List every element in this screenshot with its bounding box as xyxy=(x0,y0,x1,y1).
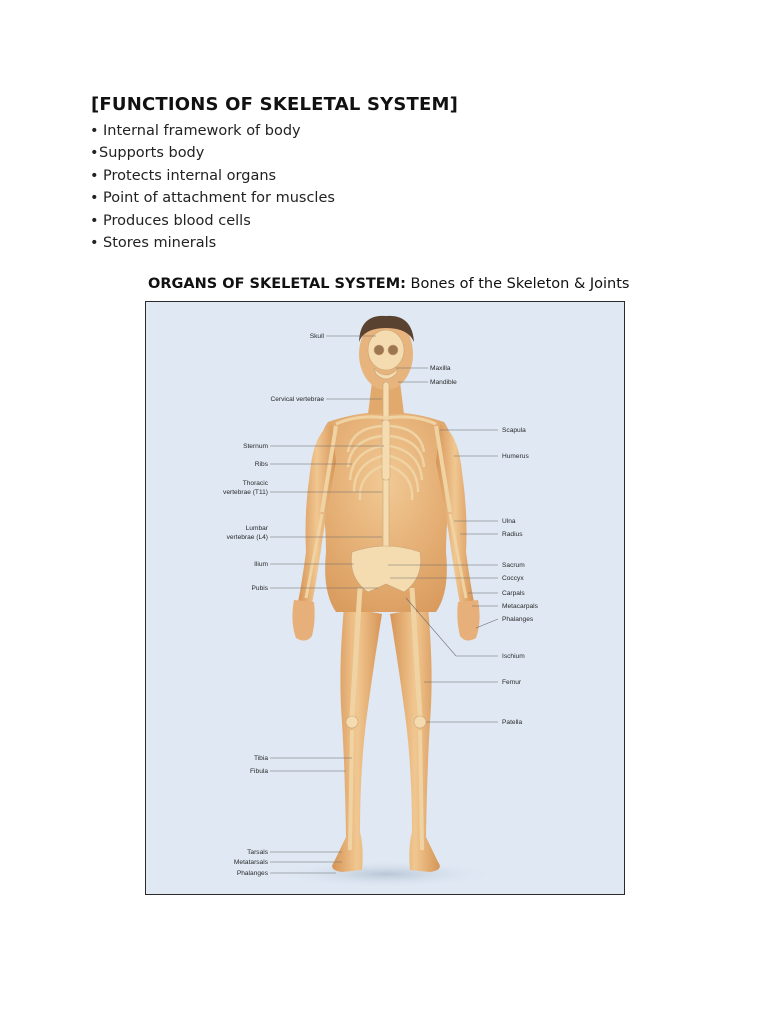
label-thoracic-line2: vertebrae (T11) xyxy=(223,489,268,496)
label-ulna: Ulna xyxy=(502,518,516,525)
label-cervical-vertebrae: Cervical vertebrae xyxy=(270,396,324,403)
list-item-text: Supports body xyxy=(99,145,205,162)
label-patella: Patella xyxy=(502,719,523,726)
label-humerus: Humerus xyxy=(502,453,529,460)
label-phalanges-hand: Phalanges xyxy=(502,616,534,623)
label-thoracic-line1: Thoracic xyxy=(242,480,268,487)
label-sacrum: Sacrum xyxy=(502,562,525,569)
label-skull: Skull xyxy=(309,333,324,340)
label-scapula: Scapula xyxy=(502,427,526,434)
bullet-icon: • xyxy=(90,145,99,162)
label-ilium: Ilium xyxy=(254,561,268,568)
list-item xyxy=(90,165,335,187)
label-mandible: Mandible xyxy=(430,379,457,386)
label-pubis: Pubis xyxy=(251,585,268,592)
list-item-text: Internal framework of body xyxy=(103,123,301,139)
label-lumbar-line2: vertebrae (L4) xyxy=(226,534,268,541)
list-item xyxy=(90,210,335,232)
list-item-text: Protects internal organs xyxy=(103,167,277,184)
label-maxilla: Maxilla xyxy=(430,365,451,372)
list-item-text: Stores minerals xyxy=(103,234,217,251)
label-coccyx: Coccyx xyxy=(502,575,524,582)
label-metacarpals: Metacarpals xyxy=(502,603,538,610)
label-sternum: Sternum xyxy=(243,443,268,450)
caption-bold: ORGANS OF SKELETAL SYSTEM: xyxy=(148,276,406,292)
labels-right xyxy=(430,365,539,726)
bullet-icon: • xyxy=(90,234,99,251)
list-item-text: Point of attachment for muscles xyxy=(103,190,335,207)
label-fibula: Fibula xyxy=(250,768,268,775)
bullet-icon: • xyxy=(90,123,99,139)
page-heading: [FUNCTIONS OF SKELETAL SYSTEM] xyxy=(91,94,459,115)
label-carpals: Carpals xyxy=(502,590,525,597)
label-femur: Femur xyxy=(502,679,522,686)
label-radius: Radius xyxy=(502,531,523,538)
list-item xyxy=(90,120,335,142)
label-tarsals: Tarsals xyxy=(247,849,268,856)
figure-caption xyxy=(148,276,629,292)
skeleton-illustration xyxy=(146,302,624,894)
label-metatarsals: Metatarsals xyxy=(233,859,268,866)
list-item xyxy=(90,232,335,254)
label-phalanges-foot: Phalanges xyxy=(236,870,268,877)
skeleton-figure xyxy=(145,301,625,895)
bullet-icon: • xyxy=(90,212,99,229)
list-item xyxy=(90,187,335,209)
label-ribs: Ribs xyxy=(254,461,268,468)
bullet-icon: • xyxy=(90,167,99,184)
functions-list xyxy=(90,120,335,254)
list-item xyxy=(90,142,335,164)
label-tibia: Tibia xyxy=(253,755,268,762)
bullet-icon: • xyxy=(90,190,99,207)
caption-rest: Bones of the Skeleton & Joints xyxy=(405,276,630,292)
list-item-text: Produces blood cells xyxy=(103,212,251,229)
label-lumbar-line1: Lumbar xyxy=(245,525,268,532)
floor-shadow xyxy=(276,860,496,888)
label-ischium: Ischium xyxy=(502,653,525,660)
